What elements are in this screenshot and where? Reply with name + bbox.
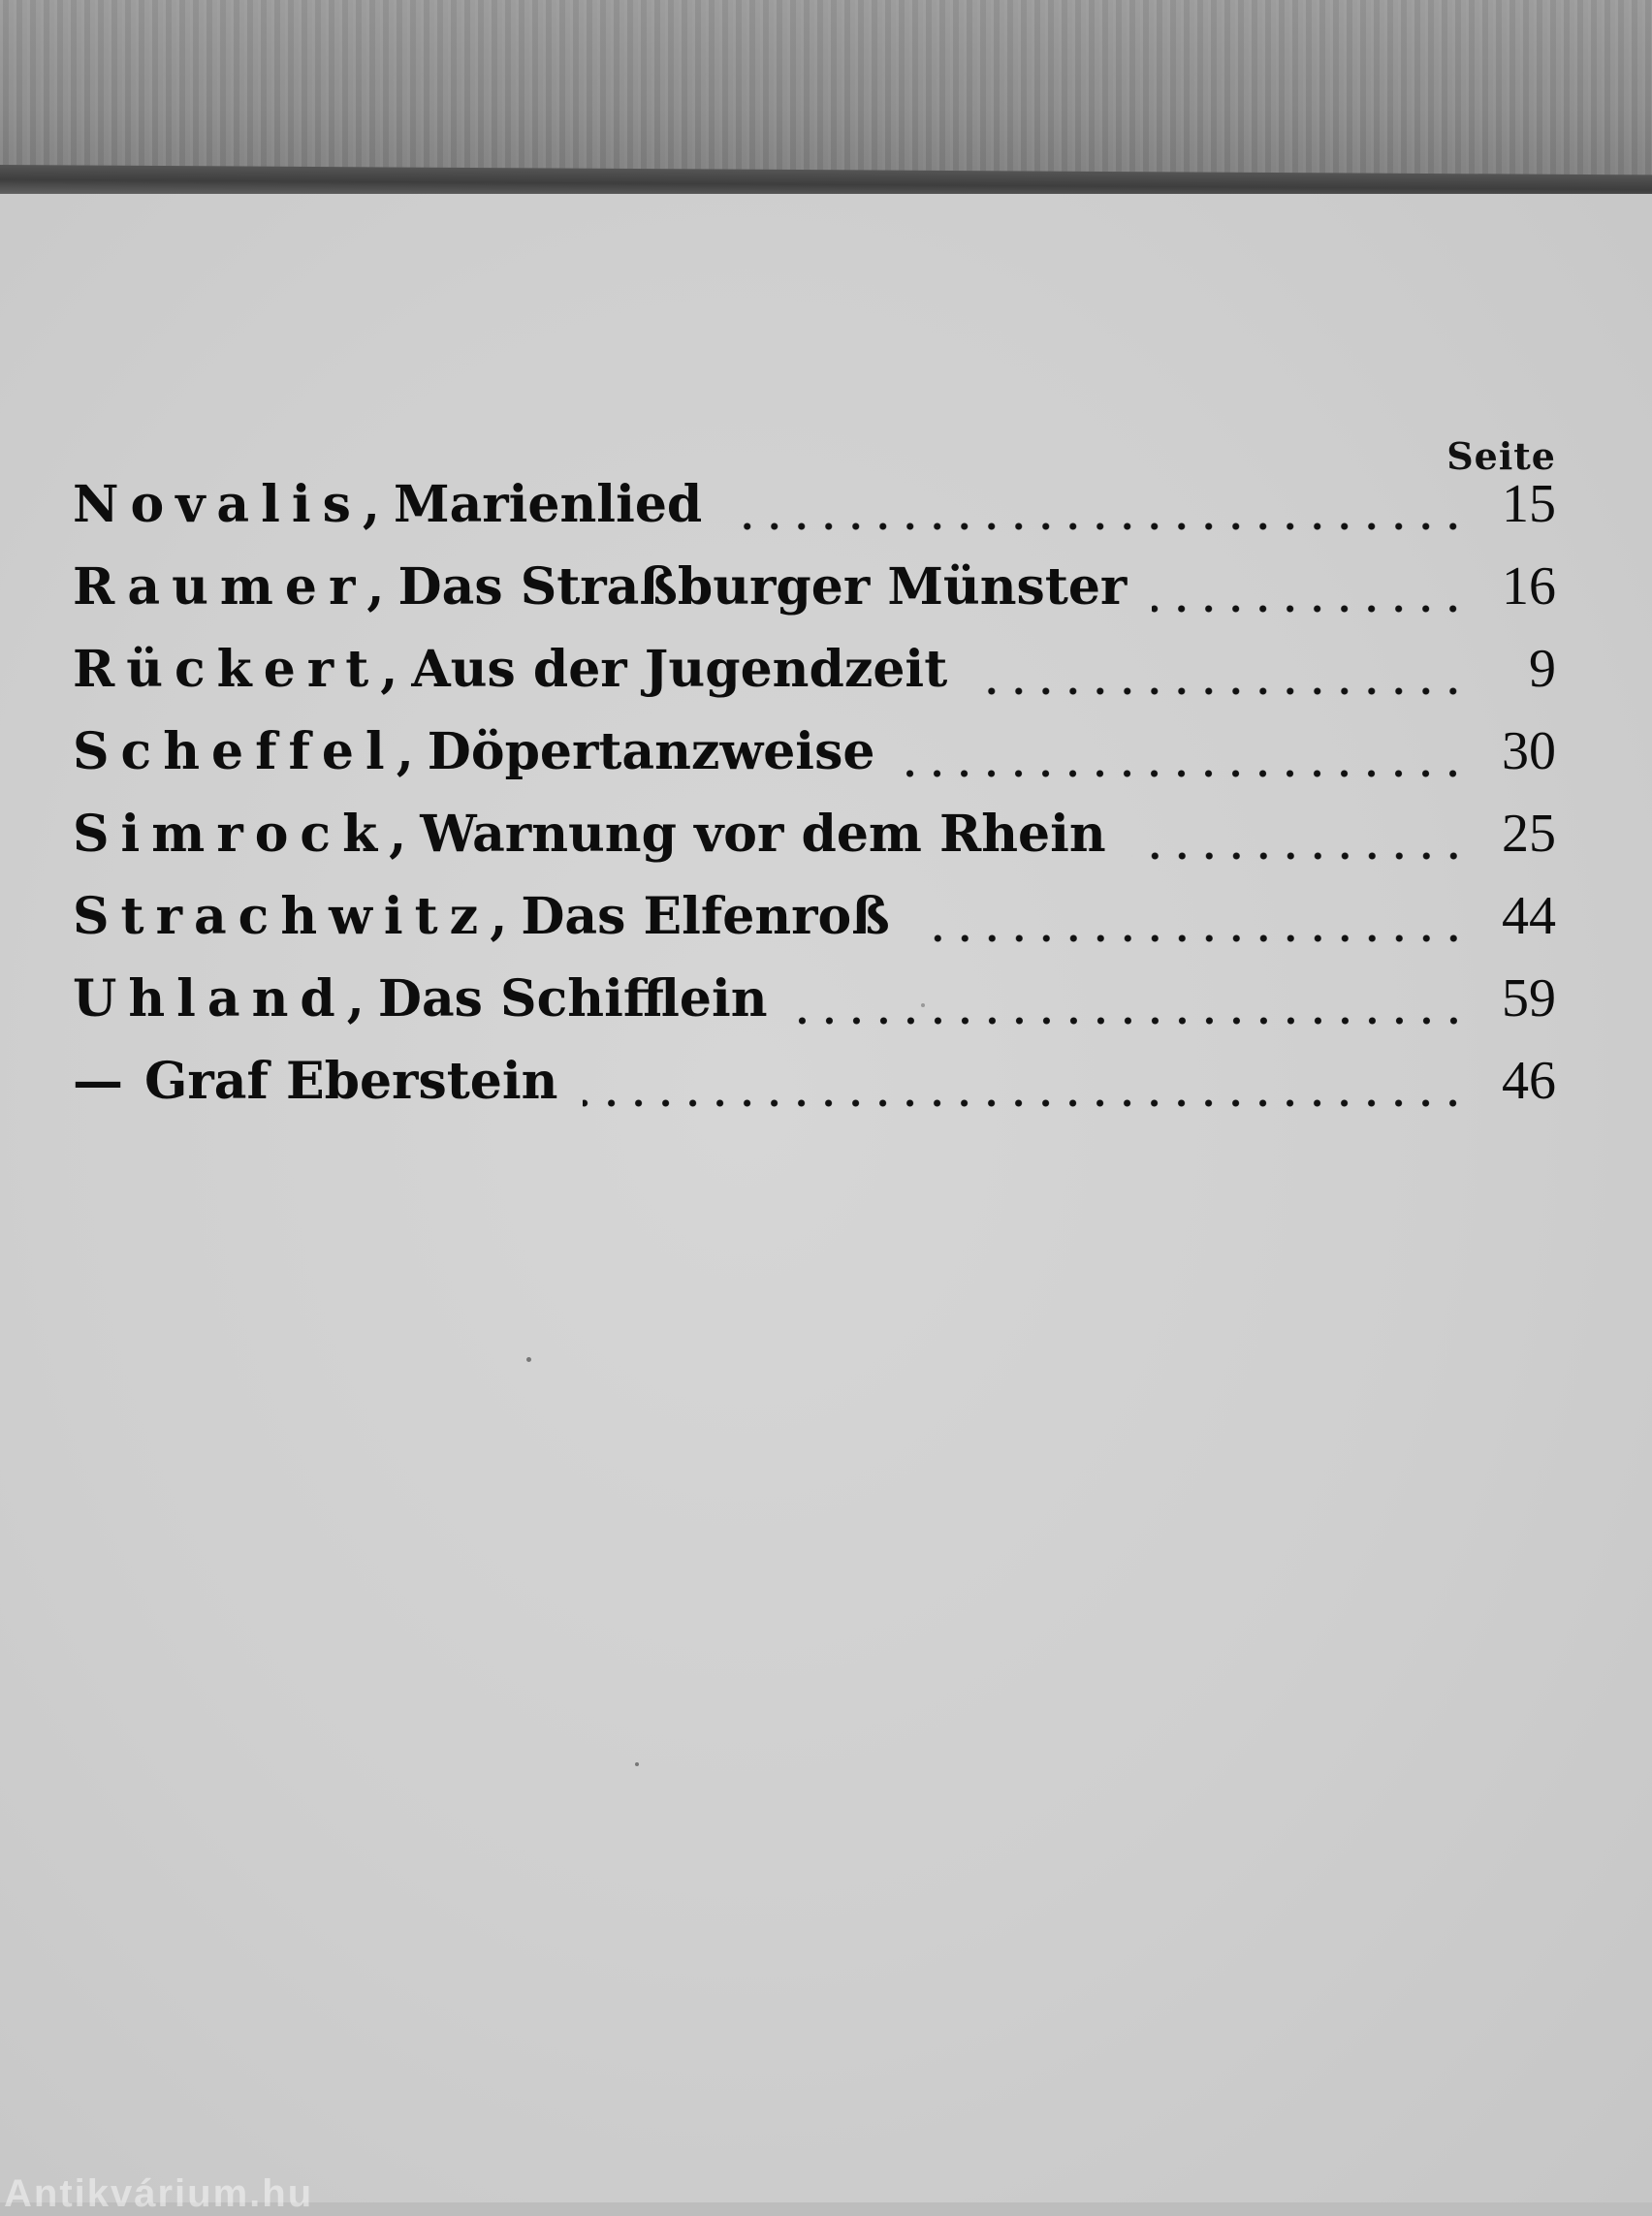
dot-leader xyxy=(583,1098,1467,1108)
toc-entry xyxy=(73,1050,1556,1127)
entry-title: Marienlied xyxy=(394,475,703,534)
entry-separator: , xyxy=(490,887,508,946)
entry-separator: , xyxy=(366,557,385,617)
toc-entry xyxy=(73,967,1556,1045)
entry-title: Das Schifflein xyxy=(377,969,768,1029)
toc-entry xyxy=(73,555,1556,633)
entry-dash: — xyxy=(73,1052,123,1111)
toc-entry xyxy=(73,720,1556,798)
entry-separator: , xyxy=(396,722,414,781)
toc-entry xyxy=(73,473,1556,551)
entry-page-number: 59 xyxy=(1502,968,1556,1029)
toc-entry xyxy=(73,638,1556,715)
entry-page-number: 16 xyxy=(1502,556,1556,617)
watermark-text: Antikvárium.hu xyxy=(4,2172,314,2215)
entry-page-number: 15 xyxy=(1502,474,1556,534)
dot-leader xyxy=(727,522,1467,531)
dot-leader xyxy=(900,769,1467,778)
entry-author: Novalis xyxy=(73,475,363,534)
toc-entry xyxy=(73,803,1556,880)
dot-leader xyxy=(1131,851,1467,861)
dot-leader xyxy=(972,686,1467,696)
entry-title: Das Straßburger Münster xyxy=(397,557,1128,617)
entry-title: Döpertanzweise xyxy=(427,722,875,781)
entry-page-number: 46 xyxy=(1502,1051,1556,1111)
paper-speck xyxy=(526,1357,531,1362)
entry-page-number: 9 xyxy=(1529,639,1556,699)
entry-separator: , xyxy=(380,640,398,699)
entry-separator: , xyxy=(389,805,407,864)
entry-author: Simrock xyxy=(73,805,390,864)
entry-page-number: 25 xyxy=(1502,804,1556,864)
entry-author: Rückert xyxy=(73,640,381,699)
entry-page-number: 30 xyxy=(1502,721,1556,781)
entry-title: Aus der Jugendzeit xyxy=(411,640,948,699)
dot-leader xyxy=(915,934,1467,943)
entry-author: Scheffel xyxy=(73,722,397,781)
entry-separator: , xyxy=(346,969,365,1029)
entry-title: Das Elfenroß xyxy=(521,887,890,946)
entry-author: Raumer xyxy=(73,557,367,617)
dot-leader xyxy=(793,1016,1467,1026)
entry-separator: , xyxy=(362,475,381,534)
entry-author: Strachwitz xyxy=(73,887,491,946)
entry-title: Warnung vor dem Rhein xyxy=(420,805,1106,864)
entry-page-number: 44 xyxy=(1502,886,1556,946)
entry-author: Uhland xyxy=(73,969,347,1029)
page-column-header: Seite xyxy=(1446,434,1556,478)
dot-leader xyxy=(1152,604,1467,614)
paper-speck xyxy=(635,1762,639,1766)
toc-entry xyxy=(73,885,1556,963)
entry-title: Graf Eberstein xyxy=(144,1052,558,1111)
